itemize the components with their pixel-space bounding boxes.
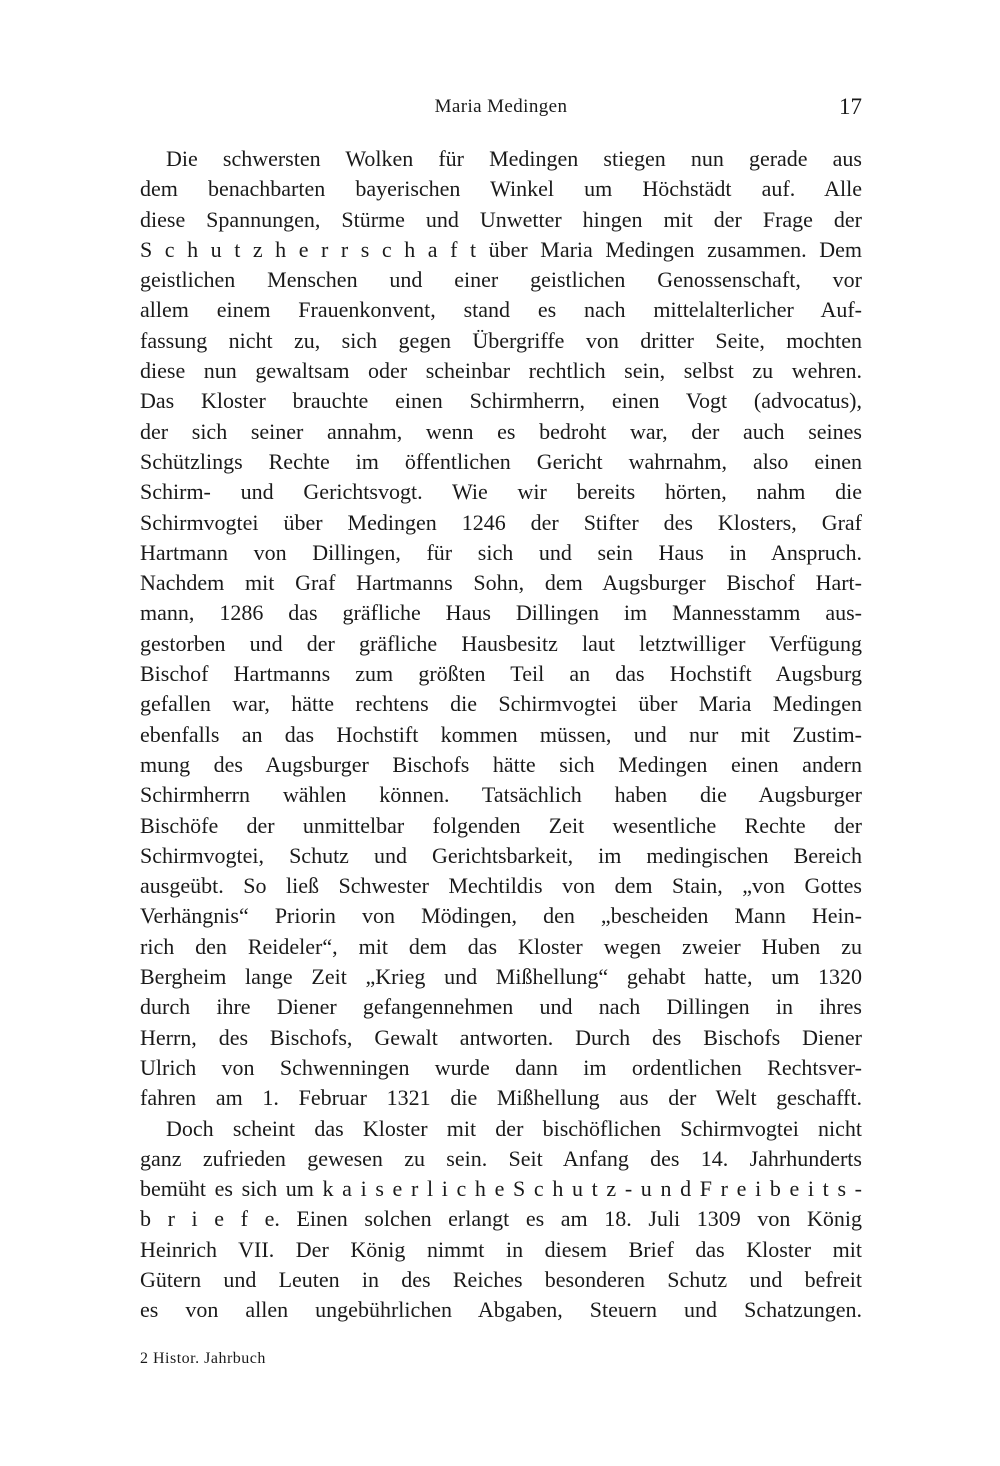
text-line: dem benachbarten bayerischen Winkel um Höchstädt auf. Alle xyxy=(140,176,862,202)
paragraph-1 xyxy=(140,144,862,1114)
text-line: Herrn, des Bischofs, Gewalt antworten. Durch des Bischofs Diener xyxy=(140,1024,862,1050)
printer-signature: 2 Histor. Jahrbuch xyxy=(140,1350,266,1367)
text-line: Hartmann von Dillingen, für sich und sein Haus in Anspruch. xyxy=(140,539,862,565)
text-line: es von allen ungebührlichen Abgaben, Steuern und Schatzungen. xyxy=(140,1297,862,1323)
text-line: Bischöfe der unmittelbar folgenden Zeit wesentliche Rechte der xyxy=(140,812,862,838)
text-line: der sich seiner annahm, wenn es bedroht war, der auch seines xyxy=(140,418,862,444)
text-line: S c h u t z h e r r s c h a f t über Maria Medingen zusammen. Dem xyxy=(140,236,862,262)
text-line: Die schwersten Wolken für Medingen stiegen nun gerade aus xyxy=(166,146,862,171)
text-line: Gütern und Leuten in des Reiches besonderen Schutz und befreit xyxy=(140,1266,862,1292)
text-line: Schirmvogtei über Medingen 1246 der Stifter des Klosters, Graf xyxy=(140,509,862,535)
running-title: Maria Medingen xyxy=(434,96,568,117)
text-line: Doch scheint das Kloster mit der bischöflichen Schirmvogtei nicht xyxy=(166,1115,862,1141)
text-line: Schützlings Rechte im öffentlichen Gericht wahrnahm, also einen xyxy=(140,448,862,474)
text-line: gefallen war, hätte rechtens die Schirmvogtei über Maria Medingen xyxy=(140,691,862,717)
text-line: Bischof Hartmanns zum größten Teil an das Hochstift Augsburg xyxy=(140,661,862,687)
text-line: fahren am 1. Februar 1321 die Mißhellung aus der Welt geschafft. xyxy=(140,1085,862,1111)
text-line: ausgeübt. So ließ Schwester Mechtildis von dem Stain, „von Gottes xyxy=(140,873,862,899)
paragraph-2 xyxy=(140,1114,862,1326)
text-line: Das Kloster brauchte einen Schirmherrn, einen Vogt (advocatus), xyxy=(140,388,862,414)
text-line: b r i e f e. Einen solchen erlangt es am 18. Juli 1309 von König xyxy=(140,1206,862,1232)
text-line: Heinrich VII. Der König nimmt in diesem Brief das Kloster mit xyxy=(140,1236,862,1262)
text-line: ganz zufrieden gewesen zu sein. Seit Anfang des 14. Jahrhunderts xyxy=(140,1145,862,1171)
text-line: Schirmvogtei, Schutz und Gerichtsbarkeit, im medingischen Bereich xyxy=(140,842,862,868)
text-line: bemüht es sich um k a i s e r l i c h e S c h u t z - u n d F r e i b e i t s - xyxy=(140,1176,862,1202)
text-line: allem einem Frauenkonvent, stand es nach mittelalterlicher Auf- xyxy=(140,297,862,323)
text-line: mann, 1286 das gräfliche Haus Dillingen im Mannesstamm aus- xyxy=(140,600,862,626)
text-line: Verhängnis“ Priorin von Mödingen, den „bescheiden Mann Hein- xyxy=(140,903,862,929)
text-line: ebenfalls an das Hochstift kommen müssen, und nur mit Zustim- xyxy=(140,721,862,747)
text-line: Nachdem mit Graf Hartmanns Sohn, dem Augsburger Bischof Hart- xyxy=(140,570,862,596)
text-line: gestorben und der gräfliche Hausbesitz laut letztwilliger Verfügung xyxy=(140,630,862,656)
text-line: Schirm- und Gerichtsvogt. Wie wir bereits hörten, nahm die xyxy=(140,479,862,505)
text-line: fassung nicht zu, sich gegen Übergriffe von dritter Seite, mochten xyxy=(140,327,862,353)
text-line: Ulrich von Schwenningen wurde dann im ordentlichen Rechtsver- xyxy=(140,1054,862,1080)
text-line: diese Spannungen, Stürme und Unwetter hingen mit der Frage der xyxy=(140,206,862,232)
text-line: Schirmherrn wählen können. Tatsächlich haben die Augsburger xyxy=(140,782,862,808)
body-text xyxy=(140,144,862,1326)
text-line: geistlichen Menschen und einer geistlichen Genossenschaft, vor xyxy=(140,267,862,293)
page-number: 17 xyxy=(839,94,862,119)
text-line: diese nun gewaltsam oder scheinbar rechtlich sein, selbst zu wehren. xyxy=(140,358,862,384)
text-line: rich den Reideler“, mit dem das Kloster wegen zweier Huben zu xyxy=(140,933,862,959)
text-line: mung des Augsburger Bischofs hätte sich Medingen einen andern xyxy=(140,751,862,777)
text-line: durch ihre Diener gefangennehmen und nach Dillingen in ihres xyxy=(140,994,862,1020)
running-header xyxy=(140,94,862,124)
text-line: Bergheim lange Zeit „Krieg und Mißhellung“ gehabt hatte, um 1320 xyxy=(140,964,862,990)
